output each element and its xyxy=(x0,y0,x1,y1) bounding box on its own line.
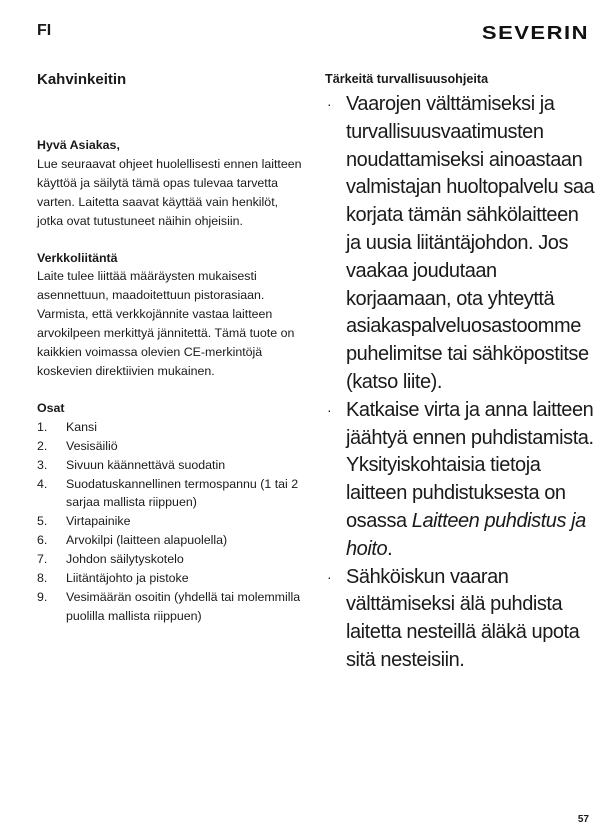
safety-item xyxy=(325,564,595,675)
item-number: 4. xyxy=(37,476,48,491)
item-text: Sivuun käännettävä suodatin xyxy=(66,457,226,472)
item-text: Vesimäärän osoitin (yhdellä tai molemmilla puolilla mallista riippuen) xyxy=(66,589,301,623)
mains-section xyxy=(37,249,307,381)
list-item xyxy=(37,456,307,475)
parts-section xyxy=(37,399,307,626)
safety-text-part: Katkaise virta ja anna laitteen jäähtyä ennen puhdistamista. Yksityiskohtaisia tietoja laitteen puhdistuksesta on osassa xyxy=(346,398,594,532)
item-number: 8. xyxy=(37,571,48,586)
safety-text: Vaarojen välttämiseksi ja turvallisuusvaatimusten noudattamiseksi ainoastaan valmistajan huoltopalvelu saa korjata tämän sähkölaitteen ja uusia liitäntäjohdon. Jos vaakaa joudutaan korjaamaan, ota yhteyttä asiakaspalveluosastoomme puhelimitse tai sähköpostitse (katso liite). xyxy=(346,93,595,393)
mains-heading: Verkkoliitäntä xyxy=(37,250,118,265)
safety-list xyxy=(325,91,595,675)
item-text: Liitäntäjohto ja pistoke xyxy=(66,571,189,586)
greeting-text: Lue seuraavat ohjeet huolellisesti ennen laitteen käyttöä ja säilytä tämä opas tulevaa tarvetta varten. Laitetta saavat käyttää vain henkilöt, jotka ovat tutustuneet näihin ohjeisiin. xyxy=(37,156,302,228)
parts-list xyxy=(37,418,307,626)
right-column xyxy=(325,70,595,675)
list-item xyxy=(37,512,307,531)
item-text: Vesisäiliö xyxy=(66,438,118,453)
list-item xyxy=(37,475,307,513)
greeting-heading: Hyvä Asiakas, xyxy=(37,138,120,152)
list-item xyxy=(37,588,307,626)
list-item xyxy=(37,418,307,437)
safety-heading: Tärkeitä turvallisuusohjeita xyxy=(325,72,489,86)
item-number: 1. xyxy=(37,419,48,434)
safety-item xyxy=(325,397,595,564)
safety-text: Sähköiskun vaaran välttämiseksi älä puhdista laitetta nesteillä äläkä upota sitä nesteisiin. xyxy=(346,565,580,671)
item-number: 6. xyxy=(37,533,48,548)
safety-text xyxy=(346,397,595,564)
bullet-icon: · xyxy=(327,568,332,585)
list-item xyxy=(37,437,307,456)
item-text: Suodatuskannellinen termospannu (1 tai 2 sarjaa mallista riippuen) xyxy=(66,476,299,510)
item-text: Arvokilpi (laitteen alapuolella) xyxy=(66,533,228,548)
item-text: Johdon säilytyskotelo xyxy=(66,552,184,567)
safety-text-end: . xyxy=(387,537,393,560)
item-number: 9. xyxy=(37,589,48,604)
left-column xyxy=(37,70,307,626)
parts-heading: Osat xyxy=(37,400,65,415)
page-title: Kahvinkeitin xyxy=(37,71,127,88)
item-text: Virtapainike xyxy=(66,514,131,529)
greeting-section xyxy=(37,136,307,231)
item-number: 7. xyxy=(37,552,48,567)
mains-text: Laite tulee liittää määräysten mukaisesti asennettuun, maadoitettuun pistorasiaan. Varmista, että verkkojännite vastaa laitteen arvokilpeen merkittyä jännitettä. Tämä tuote on kaikkien voimassa olevien CE-merkintöjä koskevien direktiivien mukainen. xyxy=(37,269,295,378)
list-item xyxy=(37,550,307,569)
page-number: 57 xyxy=(577,814,589,825)
list-item xyxy=(37,569,307,588)
item-number: 2. xyxy=(37,438,48,453)
item-number: 5. xyxy=(37,514,48,529)
bullet-icon: · xyxy=(327,96,332,112)
item-number: 3. xyxy=(37,457,48,472)
severin-logo: SEVERIN xyxy=(481,22,589,44)
item-text: Kansi xyxy=(66,419,97,434)
safety-item xyxy=(325,91,595,397)
section-reference: Laitteen puhdistus ja hoito xyxy=(346,509,586,560)
list-item xyxy=(37,531,307,550)
language-code: FI xyxy=(37,22,52,39)
bullet-icon: · xyxy=(327,401,332,418)
